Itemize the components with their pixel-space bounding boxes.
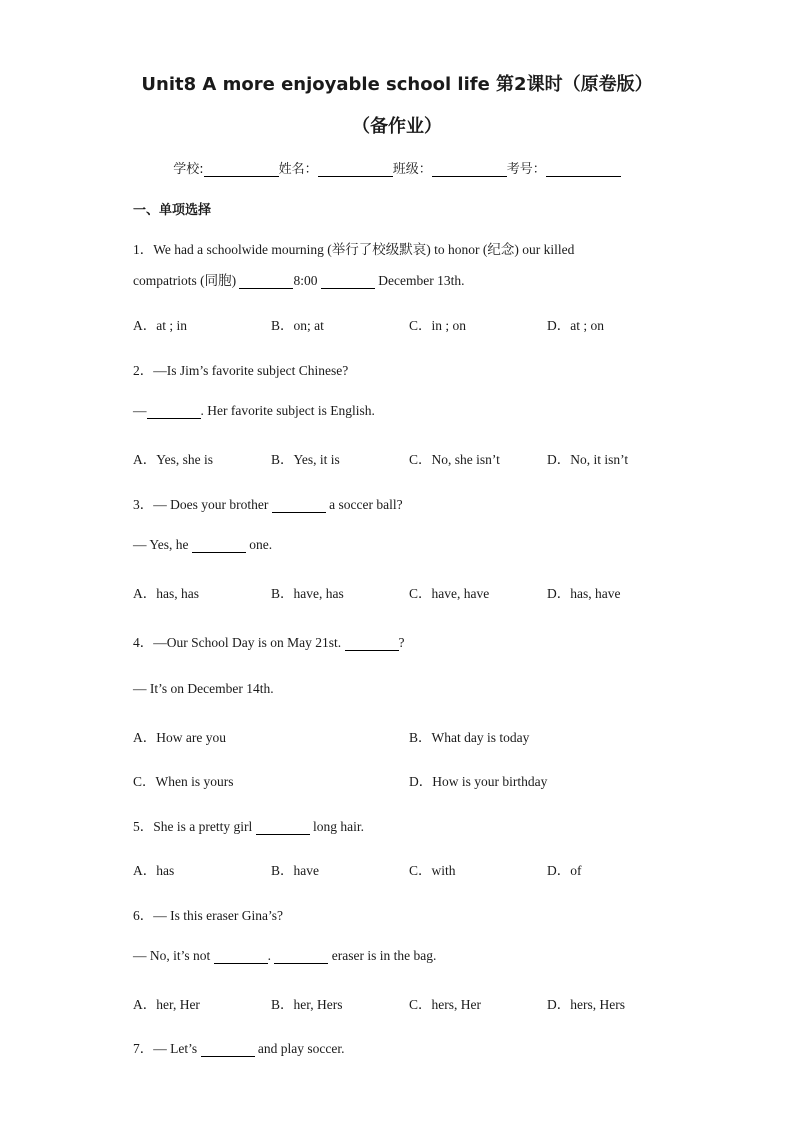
q1-option-d[interactable]: D．at ; on xyxy=(547,318,604,333)
q3-option-c[interactable]: C．have, have xyxy=(409,586,490,601)
q5-blank[interactable] xyxy=(256,820,310,835)
name-blank[interactable] xyxy=(318,161,393,177)
q5-option-d[interactable]: D．of xyxy=(547,863,582,878)
student-info-row xyxy=(0,158,794,177)
q6-option-b[interactable]: B．her, Hers xyxy=(271,997,343,1012)
q3-option-b[interactable]: B．have, has xyxy=(271,586,344,601)
name-label: 姓名： xyxy=(278,162,318,177)
q1-option-a[interactable]: A．at ; in xyxy=(133,318,187,333)
q3-option-d[interactable]: D．has, have xyxy=(547,586,621,601)
q2-option-c[interactable]: C．No, she isn’t xyxy=(409,452,500,467)
class-blank[interactable] xyxy=(432,161,507,177)
q1-line1: 1．We had a schoolwide mourning (举行了校级默哀) to honor (纪念) our killed xyxy=(133,242,575,257)
q6-option-c[interactable]: C．hers, Her xyxy=(409,997,481,1012)
q3-blank-1[interactable] xyxy=(272,498,326,513)
q5-option-a[interactable]: A．has xyxy=(133,863,175,878)
class-label: 班级： xyxy=(392,162,432,177)
q6-line2: — No, it’s not . eraser is in the bag. xyxy=(133,948,437,963)
q4-blank[interactable] xyxy=(345,636,399,651)
q5-option-b[interactable]: B．have xyxy=(271,863,319,878)
q4-line1: 4．—Our School Day is on May 21st. ? xyxy=(133,635,405,650)
q4-option-b[interactable]: B．What day is today xyxy=(409,730,530,745)
q2-option-a[interactable]: A．Yes, she is xyxy=(133,452,214,467)
q1-option-c[interactable]: C．in ; on xyxy=(409,318,467,333)
q4-option-d[interactable]: D．How is your birthday xyxy=(409,774,548,789)
school-blank[interactable] xyxy=(204,161,279,177)
q6-line1: 6．— Is this eraser Gina’s? xyxy=(133,908,283,923)
number-label: 考号： xyxy=(506,162,546,177)
q3-line1: 3．— Does your brother a soccer ball? xyxy=(133,497,403,512)
q5-option-c[interactable]: C．with xyxy=(409,863,456,878)
q2-option-d[interactable]: D．No, it isn’t xyxy=(547,452,629,467)
q2-line1: 2．—Is Jim’s favorite subject Chinese? xyxy=(133,363,349,378)
q2-blank[interactable] xyxy=(147,404,201,419)
q3-blank-2[interactable] xyxy=(192,538,246,553)
q6-option-d[interactable]: D．hers, Hers xyxy=(547,997,625,1012)
q4-option-a[interactable]: A．How are you xyxy=(133,730,226,745)
q4-line2: — It’s on December 14th. xyxy=(133,681,274,696)
q4-option-c[interactable]: C．When is yours xyxy=(133,774,234,789)
school-label: 学校: xyxy=(173,162,204,177)
q5-line1: 5．She is a pretty girl long hair. xyxy=(133,819,364,834)
number-blank[interactable] xyxy=(546,161,621,177)
q1-blank-1[interactable] xyxy=(239,274,293,289)
q6-blank-1[interactable] xyxy=(214,949,268,964)
q3-line2: — Yes, he one. xyxy=(133,537,273,552)
q7-line1: 7．— Let’s and play soccer. xyxy=(133,1041,345,1056)
q7-blank[interactable] xyxy=(201,1042,255,1057)
q2-line2: — . Her favorite subject is English. xyxy=(133,403,375,418)
q6-blank-2[interactable] xyxy=(274,949,328,964)
q1-option-b[interactable]: B．on; at xyxy=(271,318,324,333)
q1-blank-2[interactable] xyxy=(321,274,375,289)
section-title: 一、单项选择 xyxy=(133,203,212,218)
q2-option-b[interactable]: B．Yes, it is xyxy=(271,452,340,467)
q6-option-a[interactable]: A．her, Her xyxy=(133,997,200,1012)
title-line-2: （备作业） xyxy=(352,116,442,137)
q1-line2: compatriots (同胞) 8:00 December 13th. xyxy=(133,273,465,288)
title-line-1: Unit8 A more enjoyable school life 第2课时（原卷版） xyxy=(141,74,653,95)
q3-option-a[interactable]: A．has, has xyxy=(133,586,199,601)
